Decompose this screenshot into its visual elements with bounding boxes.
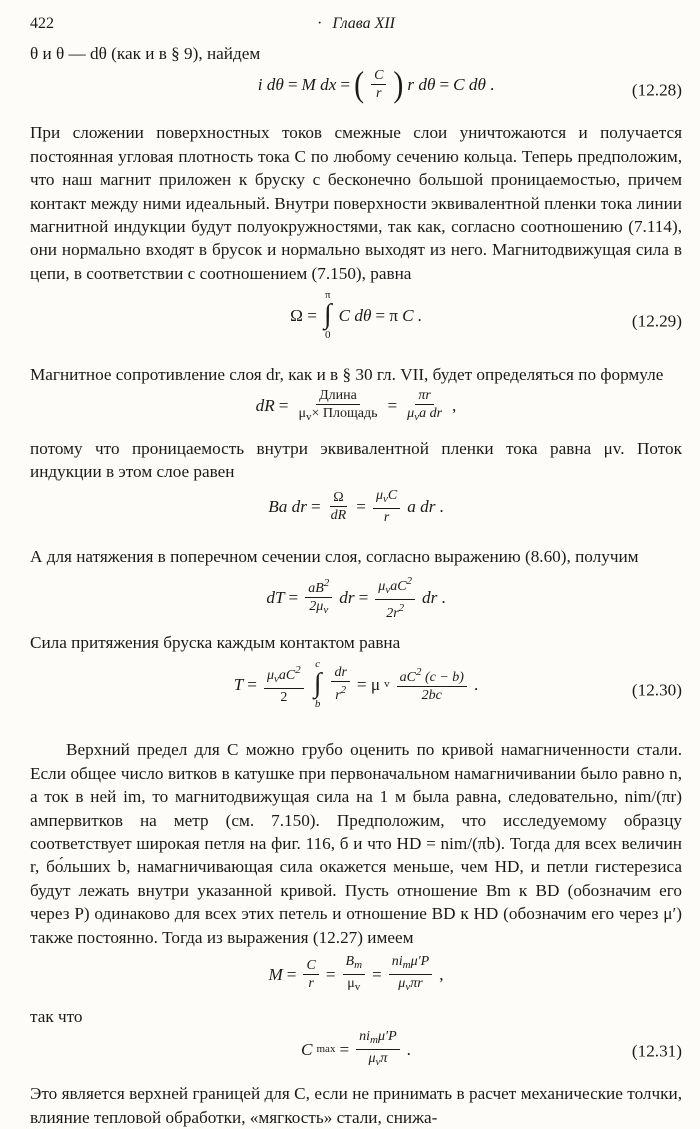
equation-dR (30, 387, 682, 433)
chapter-title: · Глава XII (316, 15, 395, 32)
equation-number-12-31: (12.31) (631, 1041, 682, 1061)
equation-number-12-28: (12.28) (631, 80, 682, 100)
equation-12-30 (30, 658, 682, 722)
equation-number-12-29: (12.29) (631, 311, 682, 331)
paragraph-3: потому что проницаемость внутри эквивалентной пленки тока равна μv. Поток индукции в этом слое равен (30, 438, 682, 482)
equation-12-30-body: T = $\frac{\mu_vaC^2}{2}$ c ∫ b $\frac{dr}{r^2}$ = μ v $\frac{aC^2 (c - b)}{2bc}$ . (233, 658, 479, 711)
book-page (30, 12, 682, 1129)
intro-line: θ и θ — dθ (как и в § 9), найдем (30, 44, 261, 63)
paragraph-4: А для натяжения в поперечном сечении слоя, согласно выражению (8.60), получим (30, 547, 639, 567)
equation-dT-body: dT = $\frac{aB^2}{2\mu_v}$ dr = $\frac{\mu_vaC^2}{2r^2}$ dr . (266, 574, 446, 621)
equation-M (30, 953, 682, 1003)
equation-Ba-body: Ba dr = $\frac{\Omega}{dR}$ = $\frac{\mu_vC}{r}$ a dr . (268, 488, 444, 526)
page-number: 422 (30, 15, 54, 32)
equation-Ba (30, 487, 682, 537)
paragraph-2: Магнитное сопротивление слоя dr, как и в § 30 гл. VII, будет определяться по формуле (30, 365, 664, 385)
equation-dT (30, 573, 682, 623)
equation-12-28-body: i dθ = M dx = ( $\frac{C}{r}$ ) r dθ = C dθ . (257, 64, 495, 105)
equation-12-31 (30, 1028, 682, 1074)
paragraph-6: Верхний предел для C можно грубо оценить по кривой намагниченности стали. Если общее число витков в катушке при первоначальном намагничивании было равно n, а ток в ней im, то магнитодвижущая сила на 1 м была равна, следовательно, nim/(πr) ампервитков на метр (см. 7.150). Предположим, что исследуемому образцу соответствует широкая петля на фиг. 116, б и что HD = nim/(πb). Тогда для всех величин r, бо́льших b, намагничивающая сила окажется меньше, чем HD, и петли гистерезиса будут лежать внутри указанной кривой. Пусть отношение Bm к BD (обозначим его через P) одинаково для всех этих петель и отношение BD к HD (обозначим его через μ′) также постоянно. Тогда из выражения (12.27) имеем (30, 740, 682, 947)
paragraph-8: Это является верхней границей для C, если не принимать в расчет механические толчки, влияние тепловой обработки, «мягкость» стали, снижа- (30, 1084, 682, 1127)
equation-12-29-body: Ω = π ∫ 0 C dθ = π C . (290, 289, 422, 342)
equation-M-body: M = $\frac{C}{r}$ = $\frac{B_m}{\mu_v}$ = $\frac{ni_m\mu'P}{\mu_v\pi r}$ , (268, 953, 444, 993)
equation-number-12-30: (12.30) (631, 680, 682, 700)
equation-12-29 (30, 289, 682, 353)
equation-12-31-body: C max = $\frac{ni_m\mu'P}{\mu_v\pi}$ . (301, 1029, 411, 1069)
page-header (30, 12, 682, 40)
paragraph-1: При сложении поверхностных токов смежные слои уничтожаются и получается постоянная угловая плотность тока C по любому сечению кольца. Теперь предположим, что наш магнит приложен к бруску с бесконечно большой проницаемостью, причем контакт между ними идеальный. Внутри поверхности эквивалентной пленки тока линии магнитной индукции будут полуокружностями, так как, согласно соотношению (7.114), они нормально входят в брусок и нормально выходят из него. Магнитодвижущая сила в цепи, в соответствии с соотношением (7.150), равна (30, 123, 682, 283)
equation-12-28 (30, 64, 682, 113)
equation-dR-body: dR = $\frac{\text{Длина}}{\mu_v\times Площадь}$ = $\frac{\pi r}{\mu_va dr}$ , (255, 387, 457, 423)
paragraph-5: Сила притяжения бруска каждым контактом равна (30, 632, 401, 652)
paragraph-7: так что (30, 1006, 83, 1026)
